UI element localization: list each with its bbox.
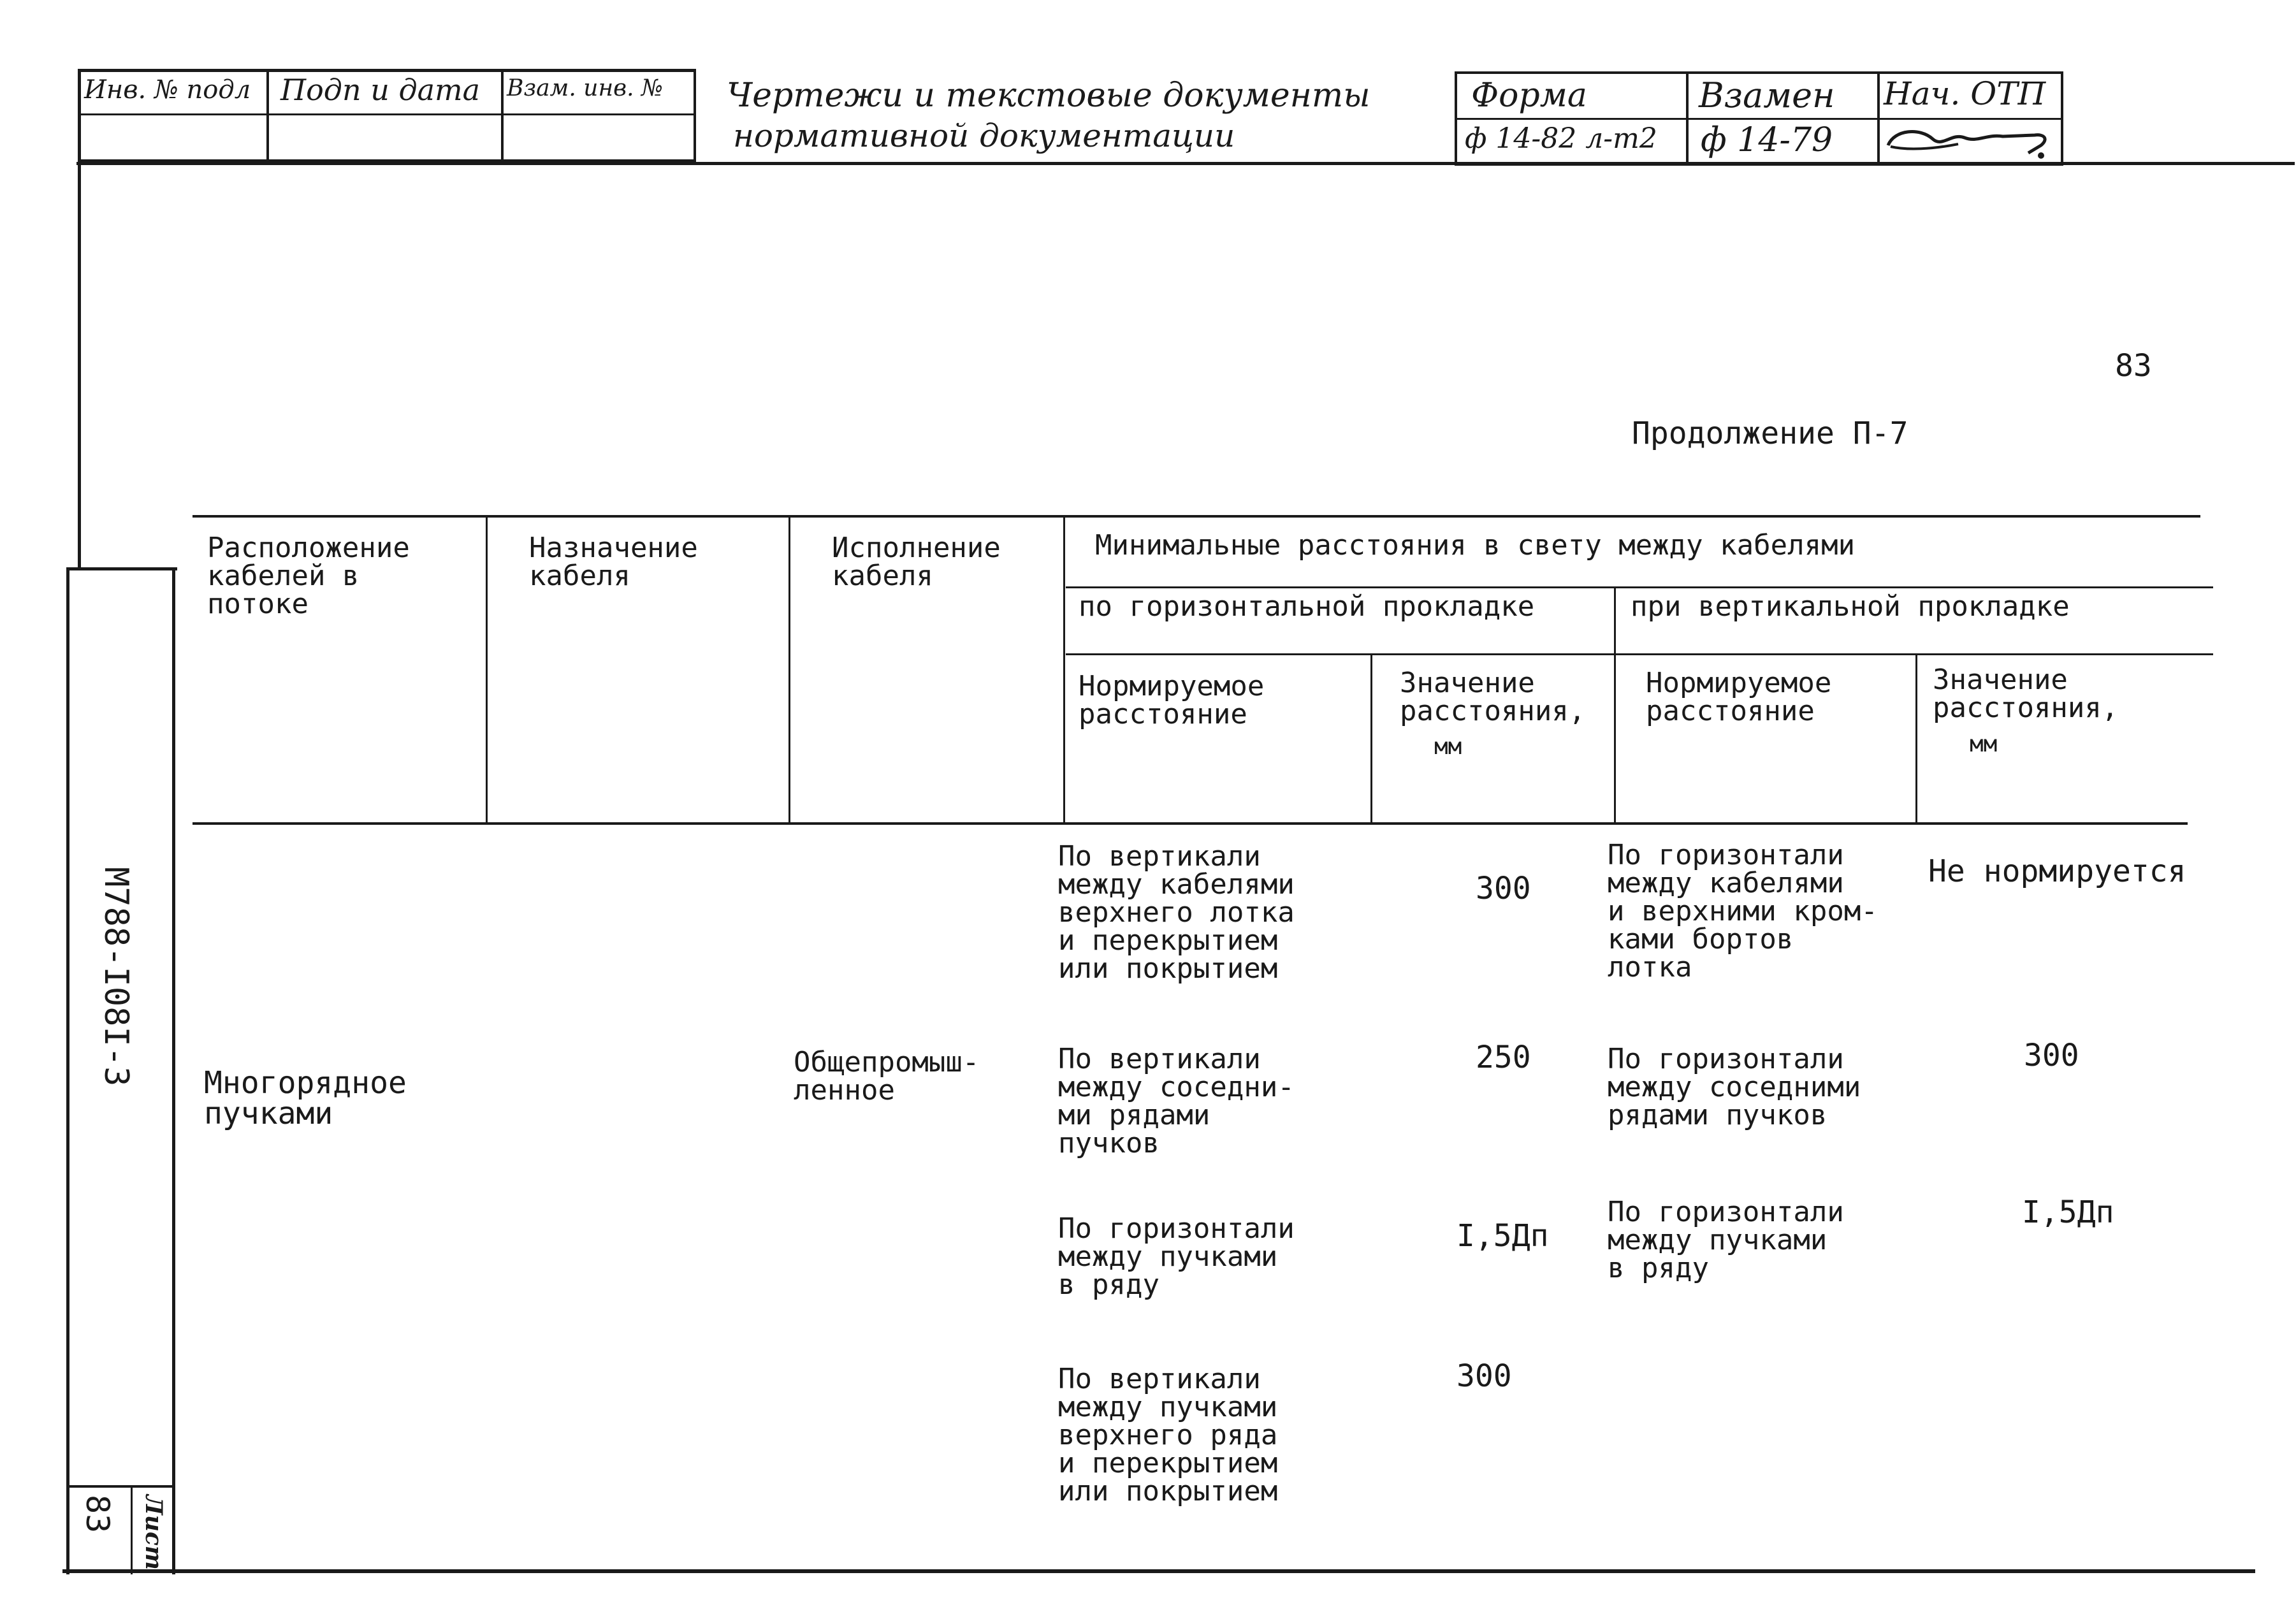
side-sheet-label: Лист (140, 1495, 167, 1571)
header-unit-h: мм (1434, 734, 1462, 760)
row1-v-value: Не нормируется (1928, 853, 2186, 889)
header-norm-dist-h: Нормируемое расстояние (1079, 670, 1265, 730)
row4-h-desc: По вертикали между пучками верхнего ряда и перекрытием или покрытием (1058, 1363, 1278, 1507)
header-execution: Исполнение кабеля (832, 532, 1001, 592)
header-norm-dist-v: Нормируемое расстояние (1646, 667, 1832, 727)
stamp-inv-label: Инв. № подл (84, 75, 251, 105)
execution-value: Общепромыш- ленное (794, 1046, 980, 1107)
stamp-replace-inv-label: Взам. инв. № (507, 75, 664, 101)
header-value-h: Значение расстояния, (1400, 667, 1586, 727)
stamp-form-label: Форма (1471, 76, 1587, 115)
header-value-v: Значение расстояния, (1933, 664, 2119, 724)
signature-image (1882, 120, 2060, 163)
continuation-title: Продолжение П-7 (1632, 416, 1908, 451)
header-horizontal: по горизонтальной прокладке (1079, 590, 1535, 623)
location-value: Многорядное пучками (204, 1065, 407, 1131)
header-location: Расположение кабелей в потоке (207, 532, 410, 620)
row2-v-value: 300 (2024, 1038, 2079, 1073)
row3-h-value: I,5Дп (1457, 1218, 1549, 1254)
side-sheet-number: 83 (79, 1495, 116, 1534)
header-unit-v: мм (1970, 731, 1998, 757)
page-number: 83 (2115, 348, 2152, 384)
header-vertical: при вертикальной прокладке (1631, 590, 2070, 623)
row3-h-desc: По горизонтали между пучками в ряду (1058, 1212, 1295, 1301)
row1-h-value: 300 (1476, 871, 1531, 906)
row1-h-desc: По вертикали между кабелями верхнего лотка и перекрытием или покрытием (1058, 840, 1295, 985)
stamp-instead-value: ф 14-79 (1701, 121, 1833, 159)
header-purpose: Назначение кабеля (529, 532, 698, 592)
row1-v-desc: По горизонтали между кабелями и верхними кром- ками бортов лотка (1608, 839, 1878, 984)
row4-h-value: 300 (1457, 1358, 1512, 1394)
stamp-head-label: Нач. ОТП (1884, 75, 2046, 112)
stamp-title-line2: нормативной документации (733, 117, 1235, 154)
row2-h-desc: По вертикали между соседни- ми рядами пучков (1058, 1043, 1295, 1159)
stamp-instead-label: Взамен (1699, 75, 1835, 115)
row2-h-value: 250 (1476, 1040, 1531, 1075)
row3-v-value: I,5Дп (2022, 1194, 2114, 1230)
row2-v-desc: По горизонтали между соседними рядами пучков (1608, 1043, 1861, 1131)
header-min-distance: Минимальные расстояния в свету между кабелями (1095, 529, 1856, 562)
stamp-title-line1: Чертежи и текстовые документы (727, 76, 1370, 115)
side-doc-code: М788-I08I-3 (97, 867, 135, 1087)
row3-v-desc: По горизонтали между пучками в ряду (1608, 1196, 1844, 1284)
stamp-form-value: ф 14-82 л-т2 (1465, 122, 1657, 155)
stamp-sign-date-label: Подп и дата (280, 73, 481, 107)
